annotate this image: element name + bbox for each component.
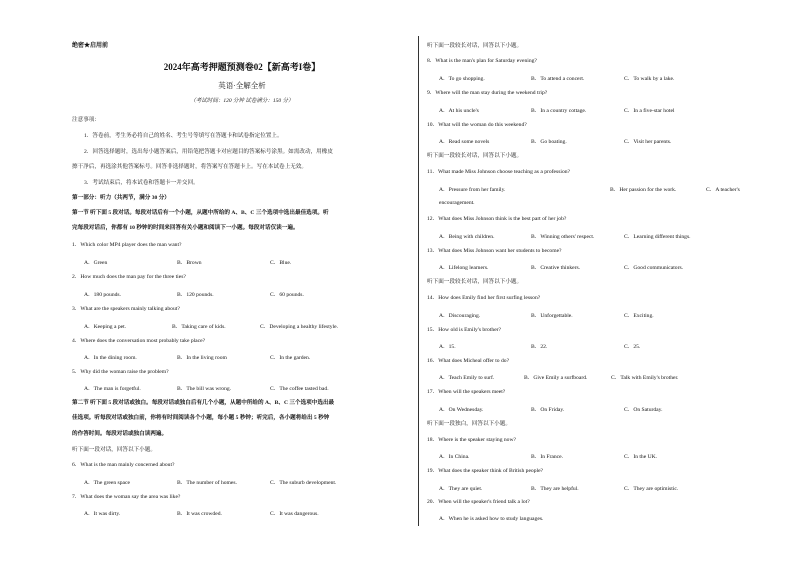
option-c: C．The coffee tasted bad. bbox=[270, 386, 329, 392]
option-a: A．Keeping a pet. bbox=[84, 324, 127, 330]
notice-item: 2．回答选择题时，选出每小题答案后，用铅笔把答题卡对应题目的答案标号涂黑。如需改动，用橡皮 bbox=[84, 149, 333, 155]
option-c: C．They are optimistic. bbox=[624, 486, 679, 492]
option-b: B．Go boating. bbox=[531, 139, 567, 145]
option-c: C．In the UK. bbox=[624, 454, 658, 460]
option-a: A．When he is asked how to study languages. bbox=[439, 516, 544, 522]
notice-heading: 注意事项： bbox=[72, 117, 100, 123]
listen-instruction: 听下面一段较长对话，回答以下小题。 bbox=[427, 153, 523, 159]
listen-instruction: 听下面一段较长对话，回答以下小题。 bbox=[427, 43, 523, 49]
option-a: A．180 pounds. bbox=[84, 292, 121, 298]
option-c: C．Learning different things. bbox=[624, 234, 691, 240]
option-c: C．Visit her parents. bbox=[624, 139, 672, 145]
question: 9．Where will the man stay during the weekend trip? bbox=[427, 90, 548, 96]
option-c: C．The suburb development. bbox=[270, 480, 337, 486]
option-c: C．Developing a healthy lifestyle. bbox=[260, 324, 338, 330]
question: 6．What is the man mainly concerned about? bbox=[72, 462, 175, 468]
column-divider bbox=[418, 36, 419, 526]
question: 2．How much does the man pay for the three ties? bbox=[72, 274, 186, 280]
question: 7．What does the woman say the area was like? bbox=[72, 494, 181, 500]
question: 13．What does Miss Johnson want her students to become? bbox=[427, 248, 562, 254]
question: 15．How old is Emily's brother? bbox=[427, 327, 502, 333]
question: 5．Why did the woman raise the problem? bbox=[72, 369, 169, 375]
part1-heading: 第一部分：听力（共两节，满分 30 分） bbox=[72, 195, 170, 201]
section1-instructions: 完每段对话后，你都有 10 秒钟的时间来回答有关小题和阅读下一小题。每段对话仅读一遍。 bbox=[72, 225, 299, 231]
option-c-continued: encouragement. bbox=[439, 200, 475, 206]
section2-instructions: 佳选项。听每段对话或独白前，你将有时间阅读各个小题，每小题 5 秒钟；听完后，各小题将给出 5 秒钟 bbox=[72, 415, 330, 421]
option-c: C．Blue. bbox=[270, 260, 292, 266]
option-b: B．On Friday. bbox=[531, 407, 565, 413]
option-a: A．They are quiet. bbox=[439, 486, 483, 492]
listen-instruction: 听下面一段较长对话，回答以下小题。 bbox=[427, 279, 523, 285]
section1-instructions: 第一节 听下面 5 段对话。每段对话后有一个小题，从题中所给的 A、B、C 三个选项中选出最佳选项。听 bbox=[72, 210, 329, 216]
option-c: C．25. bbox=[624, 344, 641, 350]
question: 18．Where is the speaker staying now? bbox=[427, 437, 517, 443]
section2-instructions: 的作答时间。每段对话或独白读两遍。 bbox=[72, 431, 168, 437]
secret-label: 绝密★启用前 bbox=[72, 43, 109, 49]
option-a: A．Being with children. bbox=[439, 234, 495, 240]
question: 19．What does the speaker think of British people? bbox=[427, 468, 544, 474]
option-a: A．Green bbox=[84, 260, 108, 266]
question: 8．What is the man's plan for Saturday evening? bbox=[427, 58, 537, 64]
listen-instruction: 听下面一段独白，回答以下小题。 bbox=[427, 421, 511, 427]
section2-instructions: 第二节 听下面 5 段对话或独白。每段对话或独白后有几个小题，从题中所给的 A、B、C 三个选项中选出最 bbox=[72, 400, 335, 406]
option-a: A．15. bbox=[439, 344, 456, 350]
question: 10．What will the woman do this weekend? bbox=[427, 122, 527, 128]
page-subtitle: 英语·全解全析 bbox=[218, 81, 266, 90]
option-a: A．Read some novels bbox=[439, 139, 490, 145]
option-b: B．The bill was wrong. bbox=[177, 386, 232, 392]
exam-meta: （考试时间：120 分钟 试卷满分：150 分） bbox=[190, 98, 294, 104]
question: 20．When will the speaker's friend talk a lot? bbox=[427, 499, 530, 505]
option-a: A．Discouraging. bbox=[439, 313, 481, 319]
option-b: B．Unforgettable. bbox=[531, 313, 573, 319]
option-a: A．Pressure from her family. bbox=[439, 187, 506, 193]
option-b: B．Taking care of kids. bbox=[172, 324, 226, 330]
option-c: C．Talk with Emily's brother. bbox=[611, 375, 679, 381]
option-b: B．In France. bbox=[531, 454, 564, 460]
option-a: A．At his uncle's bbox=[439, 108, 479, 114]
notice-item: 擦干净后，再选涂其他答案标号。回答非选择题时，将答案写在答题卡上。写在本试卷上无效。 bbox=[72, 164, 307, 170]
option-b: B．Give Emily a surfboard. bbox=[524, 375, 588, 381]
option-a: A．It was dirty. bbox=[84, 511, 121, 517]
option-b: B．In the living room bbox=[177, 355, 227, 361]
notice-item: 3．考试结束后，将本试卷和答题卡一并交回。 bbox=[84, 180, 199, 186]
option-b: B．They are helpful. bbox=[531, 486, 579, 492]
option-c: C．To walk by a lake. bbox=[624, 76, 675, 82]
option-b: B．To attend a concert. bbox=[531, 76, 585, 82]
notice-item: 1．答卷前，考生务必将自己的姓名、考生号等填写在答题卡和试卷指定位置上。 bbox=[84, 133, 283, 139]
option-c: C．Exciting. bbox=[624, 313, 654, 319]
option-c: C．It was dangerous. bbox=[270, 511, 319, 517]
option-c: C．In the garden. bbox=[270, 355, 311, 361]
option-c: C．60 pounds. bbox=[270, 292, 304, 298]
option-b: B．Her passion for the work. bbox=[610, 187, 677, 193]
question: 17．When will the speakers meet? bbox=[427, 389, 506, 395]
page-title: 2024年高考押题预测卷02【新高考I卷】 bbox=[163, 62, 321, 72]
option-b: B．In a country cottage. bbox=[531, 108, 587, 114]
option-a: A．To go shopping. bbox=[439, 76, 485, 82]
option-a: A．Lifelong learners. bbox=[439, 265, 489, 271]
option-b: B．It was crowded. bbox=[177, 511, 222, 517]
option-c: C．In a five-star hotel bbox=[624, 108, 675, 114]
option-a: A．The green space bbox=[84, 480, 130, 486]
option-b: B．Brown bbox=[177, 260, 202, 266]
option-a: A．The man is forgetful. bbox=[84, 386, 141, 392]
question: 1．Which color MP4 player does the man want? bbox=[72, 242, 182, 248]
option-b: B．The number of homes. bbox=[177, 480, 237, 486]
option-c: C．On Saturday. bbox=[624, 407, 663, 413]
option-b: B．22. bbox=[531, 344, 548, 350]
option-a: A．Teach Emily to surf. bbox=[439, 375, 495, 381]
option-a: A．In the dining room. bbox=[84, 355, 137, 361]
option-c: C．Good communicators. bbox=[624, 265, 684, 271]
question: 11．What made Miss Johnson choose teaching as a profession? bbox=[427, 169, 571, 175]
option-b: B．120 pounds. bbox=[177, 292, 214, 298]
question: 14．How does Emily find her first surfing lesson? bbox=[427, 295, 541, 301]
option-b: B．Winning others' respect. bbox=[531, 234, 595, 240]
question: 12．What does Miss Johnson think is the best part of her job? bbox=[427, 216, 567, 222]
question: 3．What are the speakers mainly talking about? bbox=[72, 306, 180, 312]
option-a: A．On Wednesday. bbox=[439, 407, 484, 413]
question: 4．Where does the conversation most probably take place? bbox=[72, 338, 206, 344]
option-b: B．Creative thinkers. bbox=[531, 265, 581, 271]
question: 16．What does Micheal offer to do? bbox=[427, 358, 510, 364]
listen-instruction: 听下面一段对话，回答以下小题。 bbox=[72, 447, 156, 453]
option-a: A．In China. bbox=[439, 454, 470, 460]
option-c: C．A teacher's bbox=[706, 187, 740, 193]
